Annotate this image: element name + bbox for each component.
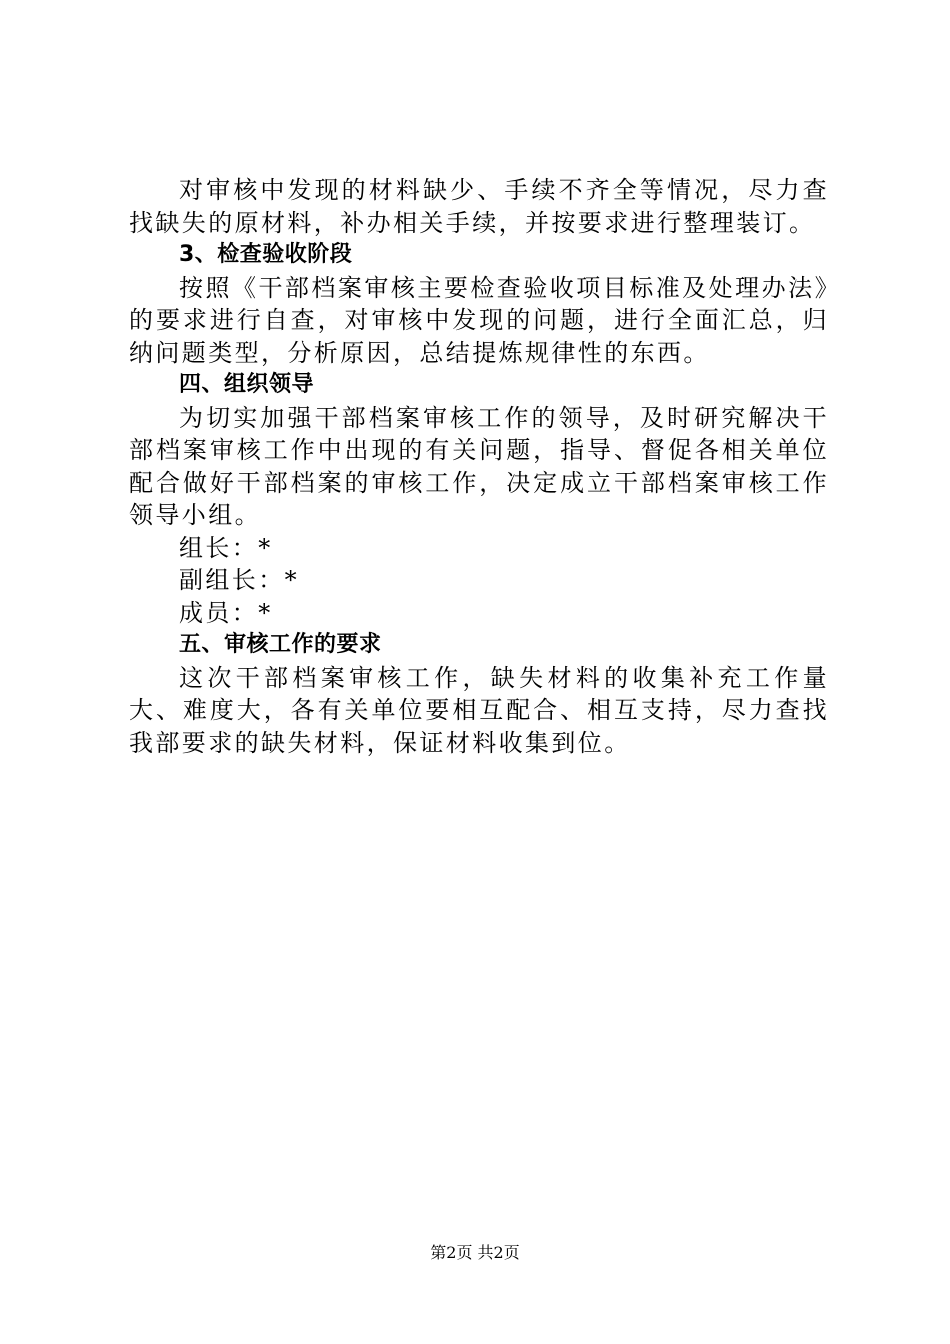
heading-inspection-stage: 3、检查验收阶段 xyxy=(179,242,353,267)
paragraph-requirements: 这次干部档案审核工作，缺失材料的收集补充工作量大、难度大，各有关单位要相互配合、相互支持，尽力查找我部要求的缺失材料，保证材料收集到位。 xyxy=(129,663,829,757)
heading-organization-leadership: 四、组织领导 xyxy=(179,372,315,397)
page-number-footer: 第2页 共2页 xyxy=(430,1243,520,1262)
deputy-leader-line: 副组长：* xyxy=(179,566,299,594)
paragraph-missing-materials: 对审核中发现的材料缺少、手续不齐全等情况，尽力查找缺失的原材料，补办相关手续，并按要求进行整理装订。 xyxy=(129,176,829,237)
paragraph-leadership-group: 为切实加强干部档案审核工作的领导，及时研究解决干部档案审核工作中出现的有关问题，指导、督促各相关单位配合做好干部档案的审核工作，决定成立干部档案审核工作领导小组。 xyxy=(129,403,829,529)
heading-review-requirements: 五、审核工作的要求 xyxy=(179,632,382,657)
members-line: 成员：* xyxy=(179,598,273,627)
document-body xyxy=(129,174,829,759)
paragraph-self-inspection: 按照《干部档案审核主要检查验收项目标准及处理办法》的要求进行自查，对审核中发现的问题，进行全面汇总，归纳问题类型，分析原因，总结提炼规律性的东西。 xyxy=(129,273,829,367)
group-leader-line: 组长：* xyxy=(179,533,273,562)
